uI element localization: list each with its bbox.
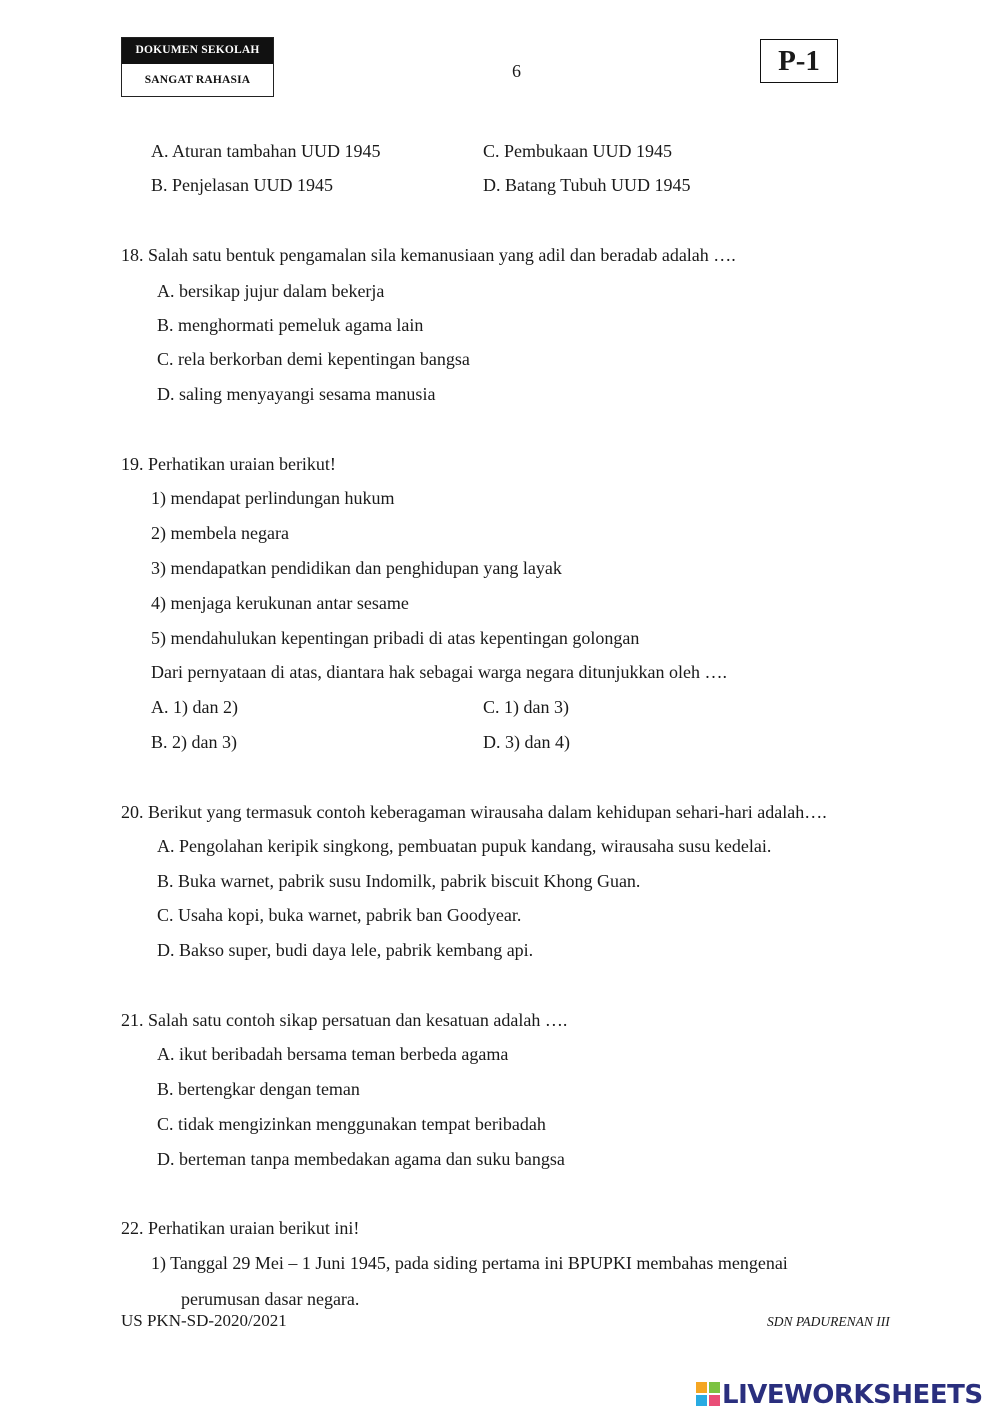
q19-item-4: 4) menjaga kerukunan antar sesame (151, 593, 409, 613)
footer-school-name: SDN PADURENAN III (767, 1314, 890, 1329)
q17-option-b: B. Penjelasan UUD 1945 (151, 175, 333, 195)
q19-question: 19. Perhatikan uraian berikut! (121, 454, 336, 474)
document-stamp (121, 37, 274, 97)
stamp-top-label: DOKUMEN SEKOLAH (122, 38, 273, 64)
q21-option-c: C. tidak mengizinkan menggunakan tempat beribadah (157, 1114, 546, 1134)
q21-option-a: A. ikut beribadah bersama teman berbeda agama (157, 1044, 509, 1064)
q20-option-c: C. Usaha kopi, buka warnet, pabrik ban Goodyear. (157, 905, 522, 925)
stamp-bottom-label: SANGAT RAHASIA (144, 74, 251, 86)
q21-option-b: B. bertengkar dengan teman (157, 1079, 360, 1099)
q22-question: 22. Perhatikan uraian berikut ini! (121, 1218, 360, 1238)
q19-option-a: A. 1) dan 2) (151, 697, 238, 717)
footer-exam-code: US PKN-SD-2020/2021 (121, 1311, 287, 1330)
q19-option-b: B. 2) dan 3) (151, 732, 237, 752)
q19-item-3: 3) mendapatkan pendidikan dan penghidupan yang layak (151, 558, 562, 578)
q19-item-2: 2) membela negara (151, 523, 289, 543)
paket-label: P-1 (760, 39, 838, 83)
q20-option-d: D. Bakso super, budi daya lele, pabrik kembang api. (157, 940, 534, 960)
q18-option-a: A. bersikap jujur dalam bekerja (157, 281, 385, 301)
liveworksheets-watermark (696, 1378, 996, 1412)
q18-option-c: C. rela berkorban demi kepentingan bangsa (157, 349, 470, 369)
q17-option-d: D. Batang Tubuh UUD 1945 (483, 175, 691, 195)
q19-option-d: D. 3) dan 4) (483, 732, 570, 752)
q18-option-d: D. saling menyayangi sesama manusia (157, 384, 436, 404)
q21-question: 21. Salah satu contoh sikap persatuan dan kesatuan adalah …. (121, 1010, 568, 1030)
q17-option-a: A. Aturan tambahan UUD 1945 (151, 141, 381, 161)
q20-option-b: B. Buka warnet, pabrik susu Indomilk, pabrik biscuit Khong Guan. (157, 871, 641, 891)
q17-option-c: C. Pembukaan UUD 1945 (483, 141, 672, 161)
q20-question: 20. Berikut yang termasuk contoh keberagaman wirausaha dalam kehidupan sehari-hari adalah…. (121, 802, 827, 822)
q19-item-5: 5) mendahulukan kepentingan pribadi di atas kepentingan golongan (151, 628, 640, 648)
liveworksheets-logo-icon (696, 1382, 720, 1406)
q21-option-d: D. berteman tanpa membedakan agama dan suku bangsa (157, 1149, 565, 1169)
q19-option-c: C. 1) dan 3) (483, 697, 569, 717)
q18-option-b: B. menghormati pemeluk agama lain (157, 315, 424, 335)
q18-question: 18. Salah satu bentuk pengamalan sila kemanusiaan yang adil dan beradab adalah …. (121, 245, 736, 265)
q20-option-a: A. Pengolahan keripik singkong, pembuatan pupuk kandang, wirausaha susu kedelai. (157, 836, 772, 856)
q22-item-1-continued: perumusan dasar negara. (181, 1289, 360, 1309)
q19-prompt: Dari pernyataan di atas, diantara hak sebagai warga negara ditunjukkan oleh …. (151, 662, 727, 682)
q19-item-1: 1) mendapat perlindungan hukum (151, 488, 395, 508)
page-number: 6 (512, 61, 521, 81)
watermark-text: LIVEWORKSHEETS (722, 1380, 983, 1410)
q22-item-1: 1) Tanggal 29 Mei – 1 Juni 1945, pada siding pertama ini BPUPKI membahas mengenai (151, 1253, 788, 1273)
